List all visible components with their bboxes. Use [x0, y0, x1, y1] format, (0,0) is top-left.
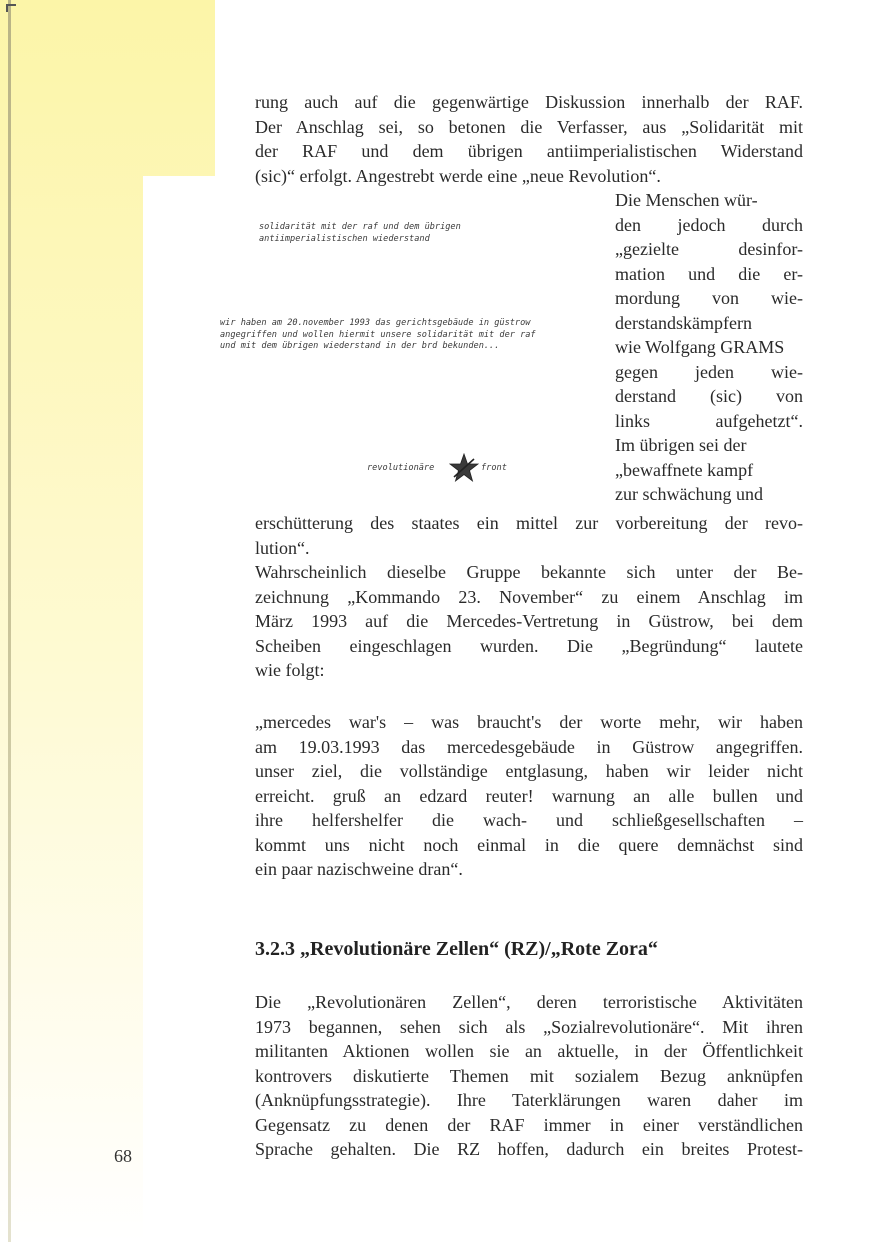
right-column-paragraph	[615, 188, 803, 507]
text-line: mation und die er-	[615, 263, 803, 284]
text-line: derstand (sic) von	[615, 386, 803, 406]
quote-paragraph	[255, 710, 803, 882]
text-line: Der Anschlag sei, so betonen die Verfasser, aus „Solidarität mit	[255, 116, 803, 137]
text-line: zur schwächung und	[615, 484, 763, 504]
text-line: Die Menschen wür-	[615, 190, 758, 210]
text-line: März 1993 auf die Mercedes-Vertretung in Güstrow, bei dem	[255, 611, 803, 631]
text-line: 1973 begannen, sehen sich als „Sozialrevolutionäre“. Mit ihren	[255, 1016, 803, 1037]
text-line: zeichnung „Kommando 23. November“ zu einem Anschlag im	[255, 586, 803, 607]
text-line: (Anknüpfungsstrategie). Ihre Taterklärungen waren daher im	[255, 1090, 803, 1110]
text-line: „mercedes war's – was braucht's der worte mehr, wir haben	[255, 712, 803, 732]
text-line: kommt uns nicht noch einmal in die quere demnächst sind	[255, 834, 803, 855]
letter-line: wir haben am 20.november 1993 das gerichtsgebäude in güstrow	[220, 318, 531, 328]
continuation-paragraph	[255, 511, 803, 683]
text-line: Gegensatz zu denen der RAF immer in einer verständlichen	[255, 1114, 803, 1135]
letter-line: solidarität mit der raf und dem übrigen	[259, 222, 461, 232]
text-line: gegen jeden wie-	[615, 361, 803, 382]
text-line: rung auch auf die gegenwärtige Diskussion innerhalb der RAF.	[255, 92, 803, 112]
text-line: (sic)“ erfolgt. Angestrebt werde eine „neue Revolution“.	[255, 165, 661, 186]
text-line: kontrovers diskutierte Themen mit sozialem Bezug anknüpfen	[255, 1065, 803, 1086]
page-number: 68	[114, 1146, 132, 1166]
letter-line: antiimperialistischen wiederstand	[259, 233, 430, 244]
text-line: mordung von wie-	[615, 288, 803, 308]
signature-text: front	[481, 463, 507, 473]
section-heading: 3.2.3 „Revolutionäre Zellen“ (RZ)/„Rote Zora“	[255, 938, 658, 960]
letter-line: und mit dem übrigen wiederstand in der brd bekunden...	[220, 341, 500, 351]
text-line: „gezielte desinfor-	[615, 239, 803, 259]
text-line: ein paar nazischweine dran“.	[255, 859, 463, 879]
letter-signature-left	[367, 463, 434, 475]
letter-body	[220, 318, 536, 353]
text-line: wie Wolfgang GRAMS	[615, 337, 785, 357]
letter-line: angegriffen und wollen hiermit unsere solidarität mit der raf	[220, 329, 536, 340]
text-line: Die „Revolutionären Zellen“, deren terroristische Aktivitäten	[255, 992, 803, 1012]
text-line: militanten Aktionen wollen sie an aktuelle, in der Öffentlichkeit	[255, 1041, 803, 1061]
text-line: der RAF und dem übrigen antiimperialistischen Widerstand	[255, 141, 803, 161]
text-line: unser ziel, die vollständige entglasung, haben wir leider nicht	[255, 761, 803, 781]
intro-paragraph	[255, 90, 803, 188]
text-line: am 19.03.1993 das mercedesgebäude in Güstrow angegriffen.	[255, 736, 803, 757]
text-line: Sprache gehalten. Die RZ hoffen, dadurch ein breites Protest-	[255, 1139, 803, 1159]
signature-text: revolutionäre	[367, 463, 435, 473]
text-line: links aufgehetzt“.	[615, 410, 803, 431]
text-line: erschütterung des staates ein mittel zur vorbereitung der revo-	[255, 513, 803, 533]
text-line: ihre helfershelfer die wach- und schließgesellschaften –	[255, 810, 803, 830]
final-paragraph	[255, 990, 803, 1162]
text-line: wie folgt:	[255, 660, 325, 680]
text-line: den jedoch durch	[615, 214, 803, 235]
crop-mark	[6, 4, 16, 12]
text-line: Im übrigen sei der	[615, 435, 747, 455]
text-line: lution“.	[255, 537, 310, 558]
letter-signature-right	[481, 463, 507, 475]
text-line: erreicht. gruß an edzard reuter! warnung an alle bullen und	[255, 785, 803, 806]
text-line: Scheiben eingeschlagen wurden. Die „Begründung“ lautete	[255, 635, 803, 656]
star-icon	[449, 453, 479, 483]
text-line: derstandskämpfern	[615, 312, 752, 333]
text-line: „bewaffnete kampf	[615, 459, 754, 480]
page-binding-edge	[8, 0, 11, 1242]
text-line: Wahrscheinlich dieselbe Gruppe bekannte sich unter der Be-	[255, 562, 803, 582]
letter-header	[259, 222, 461, 245]
